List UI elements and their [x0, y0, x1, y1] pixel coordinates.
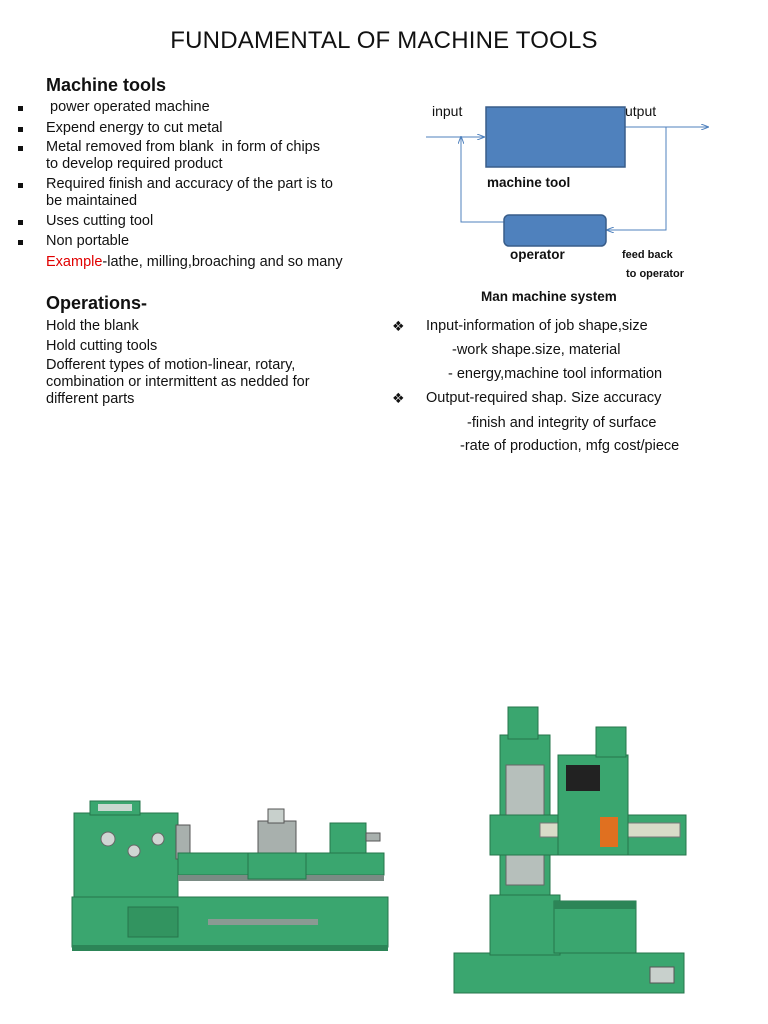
- list-item: power operated machine: [46, 99, 210, 116]
- square-bullet-icon: [18, 99, 23, 116]
- square-bullet-icon: [18, 139, 23, 156]
- example-line: [46, 254, 343, 271]
- machine-tools-heading: Machine tools: [46, 75, 167, 95]
- list-item: Uses cutting tool: [46, 213, 153, 230]
- list-item: Dofferent types of motion-linear, rotary,: [46, 357, 296, 373]
- list-item: Metal removed from blank in form of chips: [46, 139, 320, 156]
- list-item: Hold cutting tools: [46, 338, 158, 354]
- list-item-continuation: to develop required product: [46, 156, 223, 172]
- square-bullet-icon: [18, 213, 23, 230]
- diamond-bullet-icon: ❖: [392, 390, 405, 406]
- io-line: -rate of production, mfg cost/piece: [460, 438, 680, 454]
- feedback-label: feed back: [622, 249, 673, 261]
- radial-drill-machine-image: [450, 705, 690, 1005]
- page-title: FUNDAMENTAL OF MACHINE TOOLS: [170, 27, 598, 54]
- io-line: -work shape.size, material: [452, 342, 621, 358]
- input-label: input: [432, 103, 463, 119]
- operator-label: operator: [510, 247, 565, 262]
- operator-box: [504, 215, 606, 246]
- diagram-caption: Man machine system: [481, 289, 617, 304]
- io-line: Output-required shap. Size accuracy: [426, 390, 662, 406]
- list-item: Expend energy to cut metal: [46, 120, 223, 137]
- machine-tool-box: [486, 107, 625, 167]
- square-bullet-icon: [18, 120, 23, 137]
- list-item: Required finish and accuracy of the part is to: [46, 176, 333, 193]
- machine-tool-label: machine tool: [487, 175, 571, 190]
- list-item: Non portable: [46, 233, 129, 250]
- operations-heading: Operations-: [46, 293, 148, 313]
- io-line: - energy,machine tool information: [448, 366, 663, 382]
- square-bullet-icon: [18, 233, 23, 250]
- output-label: utput: [625, 103, 657, 119]
- diamond-bullet-icon: ❖: [392, 318, 405, 334]
- example-label: Example: [46, 254, 103, 270]
- lathe-machine-image: [68, 795, 394, 957]
- feedback-label-2: to operator: [626, 268, 685, 280]
- square-bullet-icon: [18, 176, 23, 193]
- list-item: Hold the blank: [46, 318, 139, 334]
- io-line: -finish and integrity of surface: [467, 415, 657, 431]
- list-item-continuation: combination or intermittent as nedded for: [46, 374, 310, 390]
- list-item-continuation: be maintained: [46, 193, 138, 209]
- list-item-continuation: different parts: [46, 391, 135, 407]
- io-line: Input-information of job shape,size: [426, 318, 648, 334]
- example-text: -lathe, milling,broaching and so many: [102, 254, 343, 270]
